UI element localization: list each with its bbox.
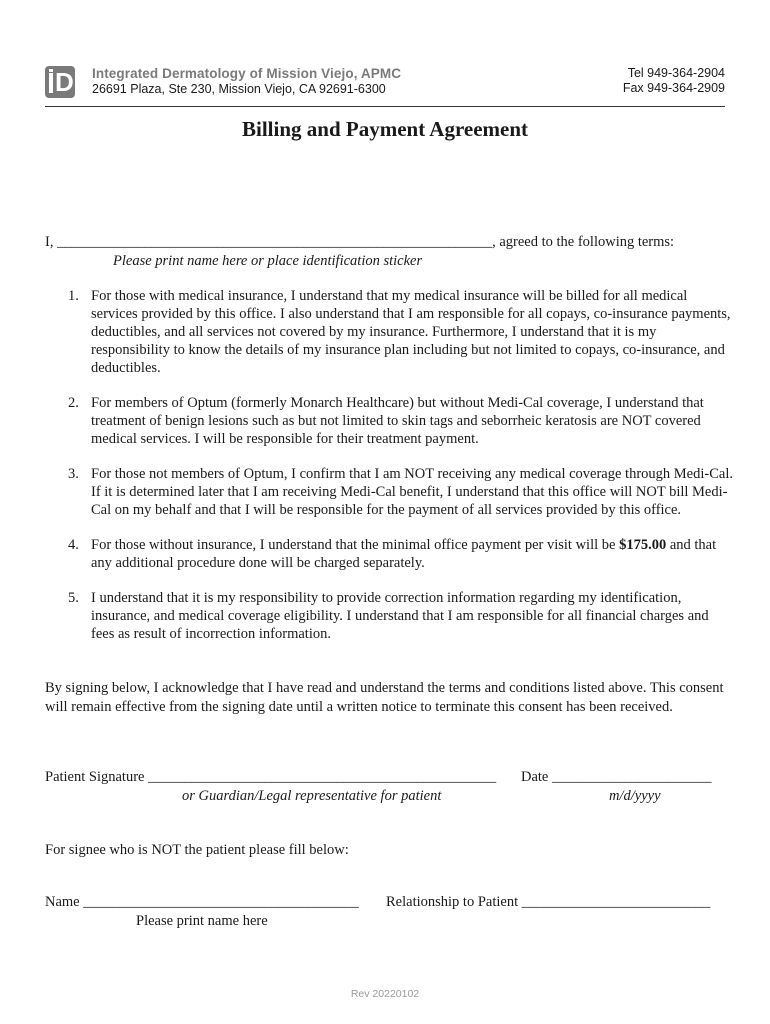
signature-date-line[interactable]: Date ______________________: [521, 769, 712, 785]
patient-name-hint: Please print name here or place identification sticker: [113, 253, 423, 269]
term-text: For those with medical insurance, I understand that my medical insurance will be billed for all medical services provided by this office. I also understand that I am responsible for all copays, co-insurance payments, deductibles, and all services not covered by my insurance. Furthermore, I understand that it is my responsibility to know the details of my insurance plan including but not limited to copays, co-insurance, and deductibles.: [91, 288, 731, 376]
relationship-line[interactable]: Relationship to Patient __________________________: [386, 894, 711, 910]
header-divider: [45, 106, 725, 107]
term-item: [45, 287, 735, 377]
guardian-note: or Guardian/Legal representative for patient: [182, 788, 442, 804]
term-text: I understand that it is my responsibility to provide correction information regarding my identification, insurance, and medical coverage eligibility. I understand that I am responsible for all financial charges and fees as result of incorrection information.: [91, 590, 709, 642]
consent-paragraph: By signing below, I acknowledge that I have read and understand the terms and conditions listed above. This consent will remain effective from the signing date until a written notice to terminate this consent has been received.: [45, 680, 724, 715]
term-text-before: For those without insurance, I understand that the minimal office payment per visit will be: [91, 537, 620, 553]
revision-code: Rev 20220102: [350, 988, 420, 1000]
signee-name-hint: Please print name here: [136, 913, 268, 929]
term-number: 3.: [68, 466, 79, 482]
patient-signature-line[interactable]: Patient Signature ________________________________________________: [45, 769, 497, 785]
date-format-hint: m/d/yyyy: [609, 788, 661, 804]
term-item: [45, 394, 735, 448]
term-number: 5.: [68, 590, 79, 606]
logo-dot: [49, 69, 53, 72]
non-patient-heading: For signee who is NOT the patient please fill below:: [45, 842, 349, 858]
term-item: [45, 536, 735, 572]
term-number: 4.: [68, 537, 79, 553]
term-number: 2.: [68, 395, 79, 411]
term-item: [45, 465, 735, 519]
logo-bar: [49, 73, 53, 93]
logo-letter: D: [55, 67, 74, 97]
term-text-after: and that any additional procedure done will be charged separately.: [91, 537, 717, 571]
clinic-logo: [45, 66, 75, 98]
clinic-fax: Fax 949-364-2909: [622, 81, 725, 95]
terms-list: [45, 287, 735, 660]
clinic-address: 26691 Plaza, Ste 230, Mission Viejo, CA 92691-6300: [92, 82, 386, 96]
term-number: 1.: [68, 288, 79, 304]
clinic-phone: Tel 949-364-2904: [627, 66, 725, 80]
signee-name-line[interactable]: Name ______________________________________: [45, 894, 359, 910]
term-text: For those not members of Optum, I confirm that I am NOT receiving any medical coverage through Medi-Cal. If it is determined later that I am receiving Medi-Cal benefit, I understand that this office will NOT bill Medi-Cal on my behalf and that I will be responsible for the payment of all services provided by this office.: [91, 466, 733, 518]
page-title: Billing and Payment Agreement: [241, 117, 529, 141]
term-item: [45, 589, 735, 643]
patient-name-line[interactable]: I, ____________________________________________________________, agreed to the following terms:: [45, 234, 675, 250]
term-text: For members of Optum (formerly Monarch Healthcare) but without Medi-Cal coverage, I understand that treatment of benign lesions such as but not limited to skin tags and seborrheic keratosis are NOT covered medical services. I will be responsible for their treatment payment.: [91, 395, 704, 447]
clinic-name: Integrated Dermatology of Mission Viejo, APMC: [92, 66, 402, 81]
minimum-payment-amount: $175.00: [619, 537, 667, 553]
